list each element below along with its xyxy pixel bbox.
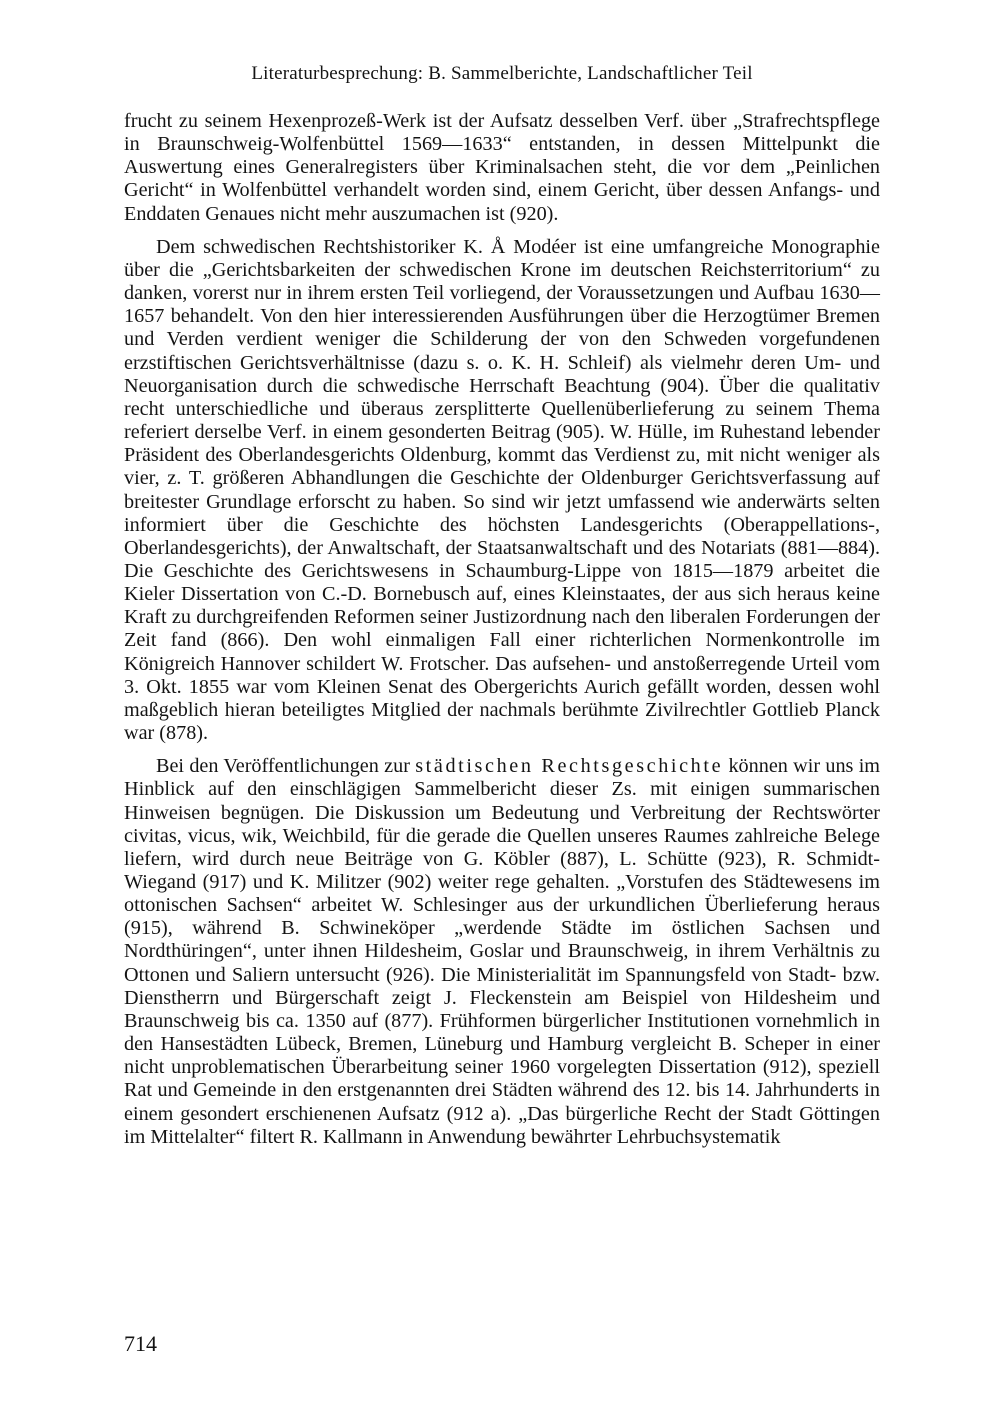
paragraph-modeer: Dem schwedischen Rechtshistoriker K. Å Modéer ist eine umfangreiche Monographie über die „Gerichtsbarkeiten der schwedischen Krone im deutschen Reichsterritorium“ zu danken, vorerst nur in ihrem ersten Teil vorliegend, der Voraussetzungen und Aufbau 1630—1657 behandelt. Von den hier interessierenden Ausführungen über die Herzogtümer Bremen und Verden verdient weniger die Schilderung der von den Schweden vorgefundenen erzstiftischen Gerichtsverhältnisse (dazu s. o. K. H. Schleif) als vielmehr deren Um- und Neuorganisation durch die schwedische Herrschaft Beachtung (904). Über die qualitativ recht unterschiedliche und überaus zersplitterte Quellenüberlieferung zu seinem Thema referiert derselbe Verf. in einem gesonderten Beitrag (905). W. Hülle, im Ruhestand lebender Präsident des Oberlandesgerichts Oldenburg, kommt das Verdienst zu, mit nicht weniger als vier, z. T. größeren Abhandlungen die Geschichte der Oldenburger Gerichtsverfassung auf breitester Grundlage erforscht zu haben. So sind wir jetzt umfassend wie anderwärts selten informiert über die Geschichte des höchsten Landesgerichts (Oberappellations-, Oberlandesgerichts), der Anwaltschaft, der Staatsanwaltschaft und des Notariats (881—884). Die Geschichte des Gerichtswesens in Schaumburg-Lippe von 1815—1879 arbeitet die Kieler Dissertation von C.-D. Bornebusch auf, eines Kleinstaates, der aus sich heraus keine Kraft zu durchgreifenden Reformen seiner Justizordnung nach den liberalen Forderungen der Zeit fand (866). Den wohl einmaligen Fall einer richterlichen Normenkontrolle im Königreich Hannover schildert W. Frotscher. Das aufsehen- und anstoßerregende Urteil vom 3. Okt. 1855 war vom Kleinen Senat des Obergerichts Aurich gefällt worden, dessen wohl maßgeblich hieran beteiligtes Mitglied der nachmals berühmte Zivilrechtler Gottlieb Planck war (878). bbox=[124, 235, 880, 745]
paragraph-body-text: können wir uns im Hinblick auf den einschlägigen Sammelbericht dieser Zs. mit einigen summarischen Hinweisen begnügen. Die Diskussion um Bedeutung und Verbreitung der Rechtswörter civitas, vicus, wik, Weichbild, für die gerade die Quellen unseres Raumes zahlreiche Belege liefern, wird durch neue Beiträge von G. Köbler (887), L. Schütte (923), R. Schmidt-Wiegand (917) und K. Militzer (902) weiter rege gehalten. „Vorstufen des Städtewesens im ottonischen Sachsen“ arbeitet W. Schlesinger aus der urkundlichen Überlieferung heraus (915), während B. Schwineköper „werdende Städte im östlichen Sachsen und Nordthüringen“, unter ihnen Hildesheim, Goslar und Braunschweig, in ihrem Verhältnis zu Ottonen und Saliern untersucht (926). Die Ministerialität im Spannungsfeld von Stadt- bzw. Dienstherrn und Bürgerschaft zeigt J. Fleckenstein am Beispiel von Hildesheim und Braunschweig bis ca. 1350 auf (877). Frühformen bürgerlicher Institutionen vornehmlich in den Hansestädten Lübeck, Bremen, Lüneburg und Hamburg vergleicht B. Scheper in einer nicht unproblematischen Überarbeitung seiner 1960 vorgelegten Dissertation (912), speziell Rat und Gemeinde in den erstgenannten drei Städten während des 12. bis 14. Jahrhunderts in einem gesondert erschienenen Aufsatz (912 a). „Das bürgerliche Recht der Stadt Göttingen im Mittelalter“ filtert R. Kallmann in Anwendung bewährter Lehrbuchsystematik bbox=[124, 755, 881, 1148]
paragraph-continuation: frucht zu seinem Hexenprozeß-Werk ist der Aufsatz desselben Verf. über „Strafrechtspflege in Braunschweig-Wolfenbüttel 1569—1633“ entstanden, in dessen Mittelpunkt die Auswertung eines Generalregisters über Kriminalsachen steht, die vor dem „Peinlichen Gericht“ in Wolfenbüttel verhandelt worden sind, einem Gericht, über dessen Anfangs- und Enddaten Genaues nicht mehr auszumachen ist (920). bbox=[124, 110, 880, 225]
running-head: Literaturbesprechung: B. Sammelberichte, Landschaftlicher Teil bbox=[251, 63, 753, 84]
body-text bbox=[124, 110, 880, 1149]
page-number: 714 bbox=[124, 1331, 157, 1356]
paragraph-lead-text: Bei den Veröffentlichungen zur bbox=[156, 755, 416, 778]
paragraph-staedtische-rechtsgeschichte bbox=[124, 755, 880, 1149]
spaced-emphasis: städtischen Rechtsgeschichte bbox=[415, 755, 724, 778]
